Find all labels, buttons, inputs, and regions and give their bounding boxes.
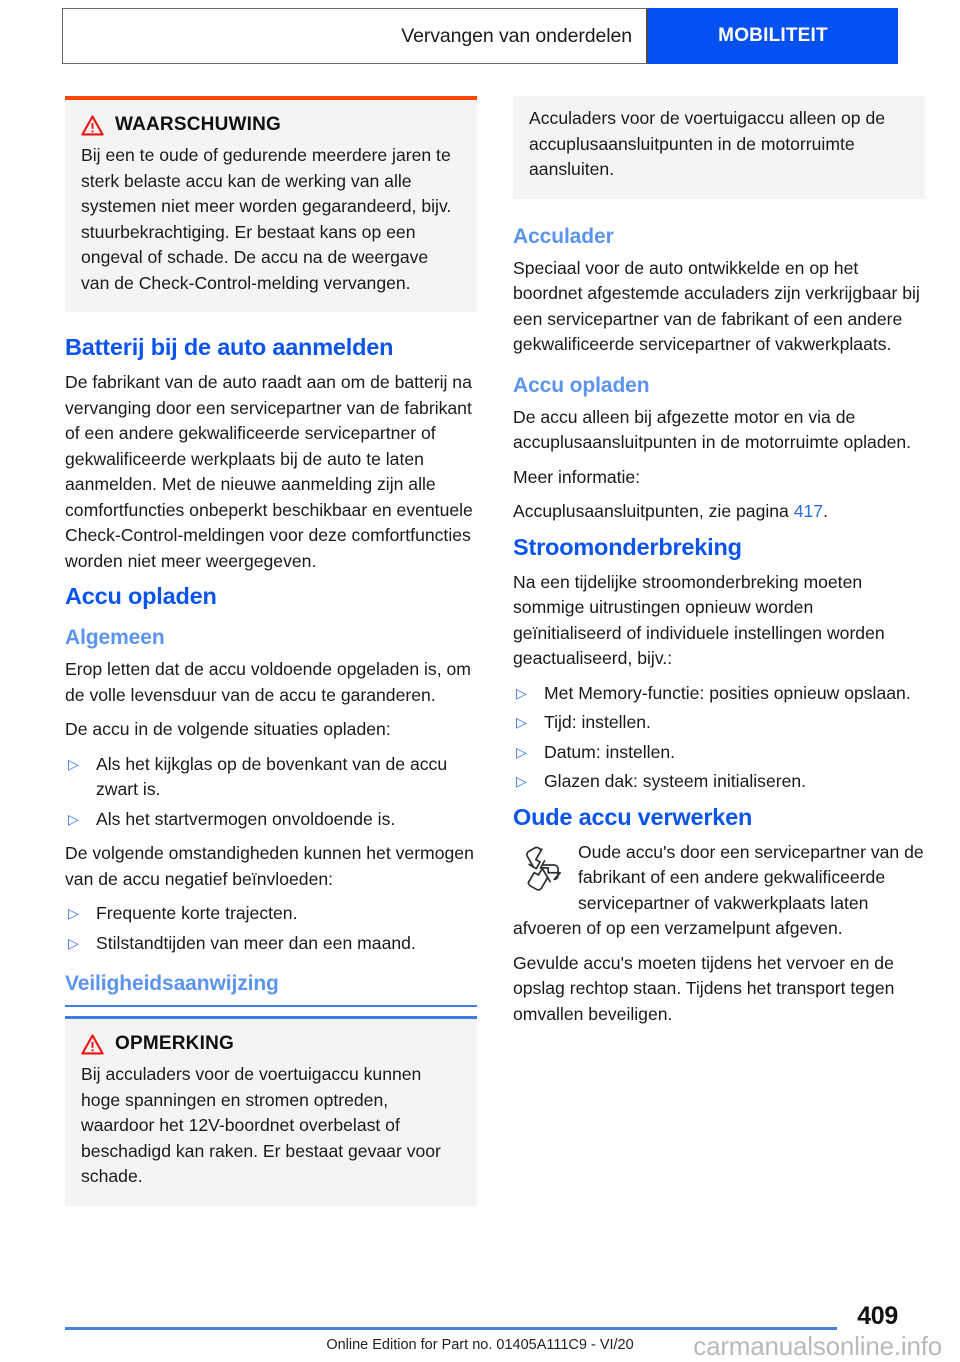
watermark: carmanualsonline.info bbox=[693, 1331, 942, 1361]
warning-callout bbox=[65, 96, 477, 312]
header-section-banner bbox=[648, 8, 898, 64]
heading-battery-disposal: Oude accu verwerken bbox=[513, 803, 753, 830]
warning-triangle-icon bbox=[81, 115, 104, 136]
cross-reference-prefix: Accuplusaansluitpunten, zie pagina bbox=[513, 501, 794, 521]
heading-power-interruption: Stroomonderbreking bbox=[513, 533, 742, 560]
note-callout-text: Bij acculaders voor de voertuigaccu kunnen hoge spanningen en stromen optreden, waardoor het 12V-boordnet overbelast of beschadigd kan raken. Er bestaat gevaar voor schade. bbox=[81, 1064, 441, 1186]
paragraph-charge-3: De volgende omstandigheden kunnen het vermogen van de accu negatief beïnvloeden: bbox=[65, 843, 474, 889]
disposal-paragraph-block bbox=[513, 840, 925, 942]
page-number: 409 bbox=[857, 1302, 898, 1330]
list-item bbox=[513, 681, 925, 707]
list-item-text: Glazen dak: systeem initialiseren. bbox=[544, 771, 807, 791]
list-item bbox=[65, 807, 477, 833]
paragraph-charge-1: Erop letten dat de accu voldoende opgeladen is, om de volle levensduur van de accu te garanderen. bbox=[65, 659, 471, 705]
list-item-text: Als het kijkglas op de bovenkant van de accu zwart is. bbox=[96, 753, 448, 799]
paragraph-charging-1: De accu alleen bij afgezette motor en via de accuplusaansluitpunten in de motorruimte opladen. bbox=[513, 406, 912, 452]
list-item-text: Als het startvermogen onvoldoende is. bbox=[96, 808, 396, 829]
right-column bbox=[513, 96, 925, 1036]
bullet-list-negative-factors bbox=[65, 901, 477, 956]
heading-register-battery: Batterij bij de auto aanmelden bbox=[65, 334, 394, 360]
list-item bbox=[513, 740, 925, 766]
note-callout-title: OPMERKING bbox=[115, 1033, 234, 1054]
footer-edition-text: Online Edition for Part no. 01405A111C9 - VI/20 bbox=[326, 1337, 634, 1353]
cross-reference-line bbox=[513, 499, 925, 525]
header-chapter-box bbox=[62, 8, 648, 64]
bullet-triangle-icon: ▷ bbox=[516, 773, 527, 789]
note-continuation-text: Acculaders voor de voertuigaccu alleen op de accuplusaansluitpunten in de motorruimte aansluiten. bbox=[529, 108, 886, 179]
list-item bbox=[513, 710, 925, 736]
paragraph-charging-2: Meer informatie: bbox=[513, 466, 641, 487]
bullet-list-charge-situations bbox=[65, 752, 477, 833]
cross-reference-suffix: . bbox=[823, 501, 828, 521]
list-item-text: Met Memory-functie: posities opnieuw opslaan. bbox=[544, 682, 911, 703]
bullet-triangle-icon: ▷ bbox=[68, 810, 79, 827]
footer-divider bbox=[65, 1327, 837, 1330]
subheading-general: Algemeen bbox=[65, 626, 165, 649]
recycling-icon bbox=[516, 843, 568, 895]
list-item bbox=[65, 752, 477, 803]
subheading-battery-charger: Acculader bbox=[513, 224, 614, 248]
header-chapter-title: Vervangen van onderdelen bbox=[401, 24, 632, 47]
bullet-triangle-icon: ▷ bbox=[68, 755, 79, 772]
paragraph-battery-charger: Speciaal voor de auto ontwikkelde en op het boordnet afgestemde acculaders zijn verkrijgbaar bij een servicepartner van de fabrikant of een andere gekwalificeerde servicepartner of vakwerkplaats. bbox=[513, 257, 920, 354]
disposal-paragraph-1: Oude accu's door een servicepartner van de fabrikant of een andere gekwalificeerde servicepartner of vakwerkplaats laten afvoeren of op een verzamelpunt afgeven. bbox=[513, 841, 924, 938]
page-header bbox=[62, 8, 898, 64]
heading-charge-battery: Accu opladen bbox=[65, 583, 217, 609]
bullet-triangle-icon: ▷ bbox=[516, 714, 527, 730]
disposal-paragraph-2: Gevulde accu's moeten tijdens het vervoer en de opslag rechtop staan. Tijdens het transport tegen omvallen beveiligen. bbox=[513, 952, 895, 1024]
list-item-text: Stilstandtijden van meer dan een maand. bbox=[96, 932, 416, 953]
subheading-charging-battery: Accu opladen bbox=[513, 373, 650, 397]
list-item-text: Datum: instellen. bbox=[544, 741, 676, 762]
bullet-list-power-interruption bbox=[513, 681, 925, 795]
warning-callout-text: Bij een te oude of gedurende meerdere jaren te sterk belaste accu kan de werking van alle systemen niet meer worden gegarandeerd, bijv. stuurbekrachtiging. Er bestaat kans op een ongeval of schade. De accu na de weergave van de Check-Control-melding vervangen. bbox=[81, 145, 452, 293]
note-callout-header bbox=[81, 1033, 461, 1055]
note-callout bbox=[65, 1016, 477, 1206]
list-item bbox=[65, 901, 477, 927]
warning-callout-title: WAARSCHUWING bbox=[115, 114, 281, 135]
list-item-text: Frequente korte trajecten. bbox=[96, 903, 298, 923]
left-column bbox=[65, 96, 477, 1228]
paragraph-charge-2: De accu in de volgende situaties opladen: bbox=[65, 719, 391, 739]
subheading-safety-notice: Veiligheidsaanwijzing bbox=[65, 972, 477, 1007]
paragraph-register-battery: De fabrikant van de auto raadt aan om de batterij na vervanging door een servicepartner van de fabrikant of een andere gekwalificeerde servicepartner of gekwalificeerde werkplaats bij de auto te laten aanmelden. Met de nieuwe aanmelding zijn alle comfortfuncties onbeperkt beschikbaar en eventuele Check-Control-meldingen voor deze comfortfuncties worden niet meer weergegeven. bbox=[65, 372, 473, 571]
list-item-text: Tijd: instellen. bbox=[544, 712, 651, 732]
cross-reference-page-link[interactable]: 417 bbox=[793, 501, 824, 521]
warning-triangle-icon bbox=[81, 1034, 104, 1055]
bullet-triangle-icon: ▷ bbox=[516, 743, 527, 760]
header-section-label: MOBILITEIT bbox=[718, 25, 828, 46]
bullet-triangle-icon: ▷ bbox=[68, 934, 79, 951]
warning-callout-header bbox=[81, 114, 461, 136]
paragraph-power-interruption: Na een tijdelijke stroomonderbreking moeten sommige uitrustingen opnieuw worden geïnitialiseerd of individuele instellingen worden geactualiseerd, bijv.: bbox=[513, 571, 885, 668]
list-item bbox=[65, 931, 477, 957]
bullet-triangle-icon: ▷ bbox=[516, 684, 527, 701]
bullet-triangle-icon: ▷ bbox=[68, 905, 79, 921]
note-callout-continuation bbox=[513, 96, 925, 199]
list-item bbox=[513, 769, 925, 795]
